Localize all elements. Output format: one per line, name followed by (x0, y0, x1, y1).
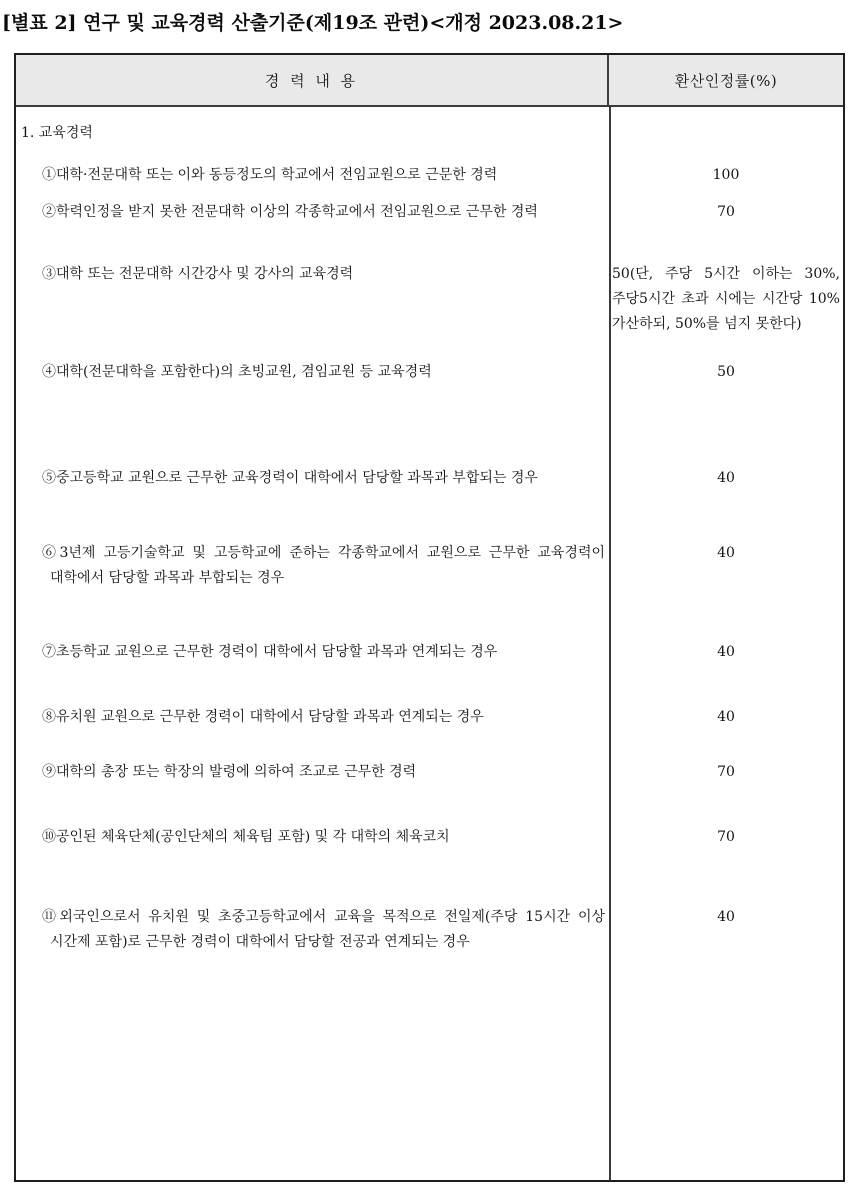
table-row (16, 905, 843, 955)
conversion-rate: 40 (717, 709, 735, 725)
career-description: ⑪외국인으로서 유치원 및 초중고등학교에서 교육을 목적으로 전일제(주당 15시간 이상 시간제 포함)로 근무한 경력이 대학에서 담당할 전공과 연계되는 경우 (42, 909, 605, 950)
conversion-rate: 70 (717, 829, 735, 845)
table-row (16, 200, 843, 225)
table-rows (16, 121, 843, 955)
table-row (16, 640, 843, 665)
section-label: 1. 교육경력 (21, 125, 93, 141)
conversion-rate: 70 (717, 204, 735, 220)
conversion-rate: 50 (717, 364, 735, 380)
career-description: ⑨대학의 총장 또는 학장의 발령에 의하여 조교로 근무한 경력 (42, 764, 417, 780)
table-body (16, 107, 843, 1180)
conversion-rate: 100 (712, 167, 740, 183)
table-row (16, 541, 843, 591)
column-header-career: 경 력 내 용 (16, 55, 609, 105)
career-description: ①대학·전문대학 또는 이와 동등정도의 학교에서 전임교원으로 근문한 경력 (42, 167, 498, 183)
conversion-rate: 40 (717, 909, 735, 925)
conversion-rate: 40 (717, 470, 735, 486)
table-row (16, 163, 843, 188)
career-description: ②학력인정을 받지 못한 전문대학 이상의 각종학교에서 전임교원으로 근무한 경력 (42, 204, 538, 220)
table-row (16, 705, 843, 730)
conversion-rate: 40 (717, 545, 735, 561)
career-description: ⑩공인된 체육단체(공인단체의 체육팀 포함) 및 각 대학의 체육코치 (42, 829, 450, 845)
conversion-rate: 50(단, 주당 5시간 이하는 30%, 주당5시간 초과 시에는 시간당 10% 가산하되, 50%를 넘지 못한다) (612, 266, 840, 332)
table-row (16, 760, 843, 785)
column-header-rate: 환산인정률(%) (674, 71, 778, 90)
section-row (16, 121, 843, 146)
conversion-rate: 70 (717, 764, 735, 780)
page-title: [별표 2] 연구 및 교육경력 산출기준(제19조 관련)<개정 2023.08.21> (2, 12, 624, 34)
career-description: ⑦초등학교 교원으로 근무한 경력이 대학에서 담당할 과목과 연계되는 경우 (42, 644, 498, 660)
section-rate (609, 121, 843, 146)
table-row (16, 466, 843, 491)
table-row (16, 360, 843, 385)
table-row (16, 262, 843, 337)
career-description: ④대학(전문대학을 포함한다)의 초빙교원, 겸임교원 등 교육경력 (42, 364, 432, 380)
career-description: ⑤중고등학교 교원으로 근무한 교육경력이 대학에서 담당할 과목과 부합되는 경우 (42, 470, 538, 486)
conversion-rate: 40 (717, 644, 735, 660)
career-description: ⑧유치원 교원으로 근무한 경력이 대학에서 담당할 과목과 연계되는 경우 (42, 709, 484, 725)
career-description: ⑥3년제 고등기술학교 및 고등학교에 준하는 각종학교에서 교원으로 근무한 교육경력이 대학에서 담당할 과목과 부합되는 경우 (42, 545, 605, 586)
table-header-row (16, 55, 843, 107)
career-description: ③대학 또는 전문대학 시간강사 및 강사의 교육경력 (42, 266, 354, 282)
table-row (16, 825, 843, 850)
career-criteria-table (14, 53, 845, 1182)
column-divider (609, 107, 611, 1180)
